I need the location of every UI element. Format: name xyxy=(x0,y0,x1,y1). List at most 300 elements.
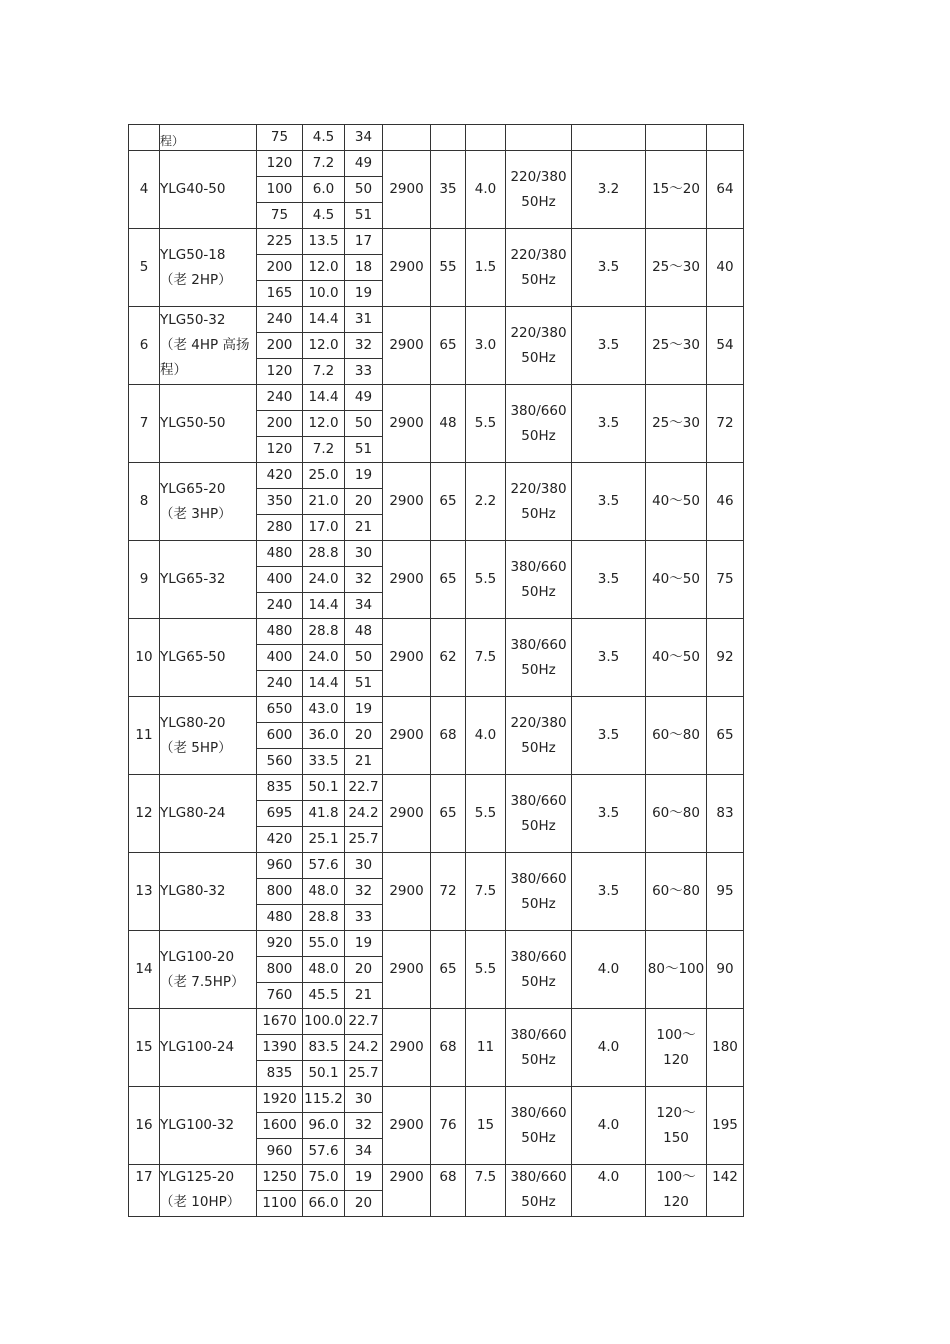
flow-m3h-cell: 480 xyxy=(257,541,303,567)
voltage-line: 50Hz xyxy=(521,817,556,834)
no-cell: 13 xyxy=(129,853,160,931)
flow-lmin-cell: 28.8 xyxy=(303,541,345,567)
no-cell: 17 xyxy=(129,1165,160,1217)
head-cell: 50 xyxy=(345,645,383,671)
efficiency-cell: 65 xyxy=(431,931,466,1009)
flow-lmin-cell: 75.0 xyxy=(303,1165,345,1191)
power-cell: 5.5 xyxy=(466,385,506,463)
flow-m3h-cell: 120 xyxy=(257,359,303,385)
flow-lmin-cell: 17.0 xyxy=(303,515,345,541)
power-cell xyxy=(466,125,506,151)
flow-lmin-cell: 50.1 xyxy=(303,1061,345,1087)
npsh-cell: 4.0 xyxy=(572,1165,646,1217)
head-cell: 31 xyxy=(345,307,383,333)
efficiency-cell: 48 xyxy=(431,385,466,463)
flow-lmin-cell: 21.0 xyxy=(303,489,345,515)
no-cell: 16 xyxy=(129,1087,160,1165)
weight-cell: 64 xyxy=(707,151,744,229)
power-cell: 3.0 xyxy=(466,307,506,385)
table-row xyxy=(129,1087,744,1113)
head-cell: 22.7 xyxy=(345,1009,383,1035)
head-cell: 34 xyxy=(345,125,383,151)
flow-m3h-cell: 695 xyxy=(257,801,303,827)
efficiency-cell: 72 xyxy=(431,853,466,931)
head-cell: 21 xyxy=(345,515,383,541)
npsh-cell: 3.5 xyxy=(572,307,646,385)
table-row xyxy=(129,697,744,723)
voltage-line: 50Hz xyxy=(521,427,556,444)
speed-cell: 2900 xyxy=(383,463,431,541)
weight-cell: 83 xyxy=(707,775,744,853)
efficiency-cell: 62 xyxy=(431,619,466,697)
head-cell: 34 xyxy=(345,593,383,619)
efficiency-cell: 55 xyxy=(431,229,466,307)
model-cell xyxy=(160,125,257,151)
model-line: YLG125-20 xyxy=(160,1169,235,1185)
model-line: YLG65-50 xyxy=(160,649,226,665)
flow-m3h-cell: 120 xyxy=(257,151,303,177)
table-row xyxy=(129,541,744,567)
pipe-cell xyxy=(646,385,707,463)
head-cell: 49 xyxy=(345,151,383,177)
pipe-cell xyxy=(646,931,707,1009)
head-cell: 17 xyxy=(345,229,383,255)
no-cell: 4 xyxy=(129,151,160,229)
flow-m3h-cell: 240 xyxy=(257,385,303,411)
efficiency-cell: 68 xyxy=(431,1165,466,1217)
head-cell: 51 xyxy=(345,203,383,229)
model-line: （老 5HP） xyxy=(160,739,232,756)
flow-m3h-cell: 1250 xyxy=(257,1165,303,1191)
flow-m3h-cell: 280 xyxy=(257,515,303,541)
no-cell: 7 xyxy=(129,385,160,463)
flow-m3h-cell: 100 xyxy=(257,177,303,203)
flow-lmin-cell: 96.0 xyxy=(303,1113,345,1139)
voltage-cell xyxy=(506,385,572,463)
no-cell xyxy=(129,125,160,151)
speed-cell: 2900 xyxy=(383,151,431,229)
flow-m3h-cell: 480 xyxy=(257,619,303,645)
flow-m3h-cell: 420 xyxy=(257,463,303,489)
power-cell: 7.5 xyxy=(466,619,506,697)
flow-m3h-cell: 1600 xyxy=(257,1113,303,1139)
head-cell: 48 xyxy=(345,619,383,645)
head-cell: 19 xyxy=(345,463,383,489)
model-line: YLG50-18 xyxy=(160,246,226,263)
head-cell: 21 xyxy=(345,749,383,775)
pipe-line: 150 xyxy=(663,1129,689,1146)
voltage-line: 380/660 xyxy=(510,948,567,965)
voltage-line: 50Hz xyxy=(521,1129,556,1146)
npsh-cell: 4.0 xyxy=(572,931,646,1009)
pipe-line: 60～80 xyxy=(652,883,700,899)
flow-lmin-cell: 12.0 xyxy=(303,255,345,281)
table-row xyxy=(129,385,744,411)
npsh-cell: 3.5 xyxy=(572,385,646,463)
model-cell xyxy=(160,151,257,229)
pipe-line: 25～30 xyxy=(652,415,700,431)
head-cell: 30 xyxy=(345,853,383,879)
head-cell: 33 xyxy=(345,359,383,385)
head-cell: 19 xyxy=(345,697,383,723)
npsh-cell: 3.5 xyxy=(572,463,646,541)
head-cell: 19 xyxy=(345,931,383,957)
model-cell xyxy=(160,697,257,775)
pipe-line: 120 xyxy=(663,1194,689,1210)
model-line: YLG50-32 xyxy=(160,312,226,328)
voltage-line: 380/660 xyxy=(510,558,567,575)
pipe-line: 25～30 xyxy=(652,337,700,353)
weight-cell: 95 xyxy=(707,853,744,931)
flow-lmin-cell: 24.0 xyxy=(303,567,345,593)
power-cell: 15 xyxy=(466,1087,506,1165)
voltage-cell xyxy=(506,931,572,1009)
head-cell: 20 xyxy=(345,723,383,749)
weight-cell: 72 xyxy=(707,385,744,463)
flow-lmin-cell: 48.0 xyxy=(303,957,345,983)
voltage-cell xyxy=(506,151,572,229)
flow-lmin-cell: 41.8 xyxy=(303,801,345,827)
speed-cell: 2900 xyxy=(383,931,431,1009)
speed-cell: 2900 xyxy=(383,1087,431,1165)
pipe-line: 60～80 xyxy=(652,727,700,743)
flow-m3h-cell: 560 xyxy=(257,749,303,775)
flow-lmin-cell: 115.2 xyxy=(303,1087,345,1113)
model-line: YLG65-32 xyxy=(160,571,226,587)
flow-m3h-cell: 835 xyxy=(257,1061,303,1087)
voltage-line: 50Hz xyxy=(521,1051,556,1068)
no-cell: 14 xyxy=(129,931,160,1009)
voltage-cell xyxy=(506,229,572,307)
head-cell: 20 xyxy=(345,1191,383,1217)
table-row xyxy=(129,931,744,957)
flow-lmin-cell: 7.2 xyxy=(303,437,345,463)
model-cell xyxy=(160,1165,257,1217)
weight-cell: 75 xyxy=(707,541,744,619)
voltage-line: 50Hz xyxy=(521,193,556,210)
pipe-cell xyxy=(646,229,707,307)
power-cell: 5.5 xyxy=(466,775,506,853)
flow-m3h-cell: 240 xyxy=(257,307,303,333)
flow-m3h-cell: 1920 xyxy=(257,1087,303,1113)
efficiency-cell: 35 xyxy=(431,151,466,229)
voltage-cell xyxy=(506,775,572,853)
flow-lmin-cell: 55.0 xyxy=(303,931,345,957)
head-cell: 30 xyxy=(345,1087,383,1113)
flow-m3h-cell: 1390 xyxy=(257,1035,303,1061)
head-cell: 24.2 xyxy=(345,1035,383,1061)
flow-lmin-cell: 28.8 xyxy=(303,619,345,645)
model-line: YLG65-20 xyxy=(160,480,226,497)
voltage-line: 220/380 xyxy=(510,324,567,341)
pipe-cell xyxy=(646,1009,707,1087)
flow-m3h-cell: 240 xyxy=(257,593,303,619)
head-cell: 30 xyxy=(345,541,383,567)
voltage-line: 380/660 xyxy=(510,870,567,887)
head-cell: 32 xyxy=(345,567,383,593)
model-line: YLG50-50 xyxy=(160,415,226,431)
speed-cell: 2900 xyxy=(383,1009,431,1087)
speed-cell: 2900 xyxy=(383,229,431,307)
pipe-line: 40～50 xyxy=(652,493,700,509)
pipe-cell xyxy=(646,619,707,697)
efficiency-cell: 65 xyxy=(431,463,466,541)
flow-lmin-cell: 33.5 xyxy=(303,749,345,775)
flow-lmin-cell: 25.1 xyxy=(303,827,345,853)
weight-cell: 40 xyxy=(707,229,744,307)
flow-lmin-cell: 12.0 xyxy=(303,411,345,437)
flow-lmin-cell: 50.1 xyxy=(303,775,345,801)
voltage-line: 50Hz xyxy=(521,661,556,678)
head-cell: 20 xyxy=(345,957,383,983)
head-cell: 49 xyxy=(345,385,383,411)
speed-cell: 2900 xyxy=(383,307,431,385)
no-cell: 8 xyxy=(129,463,160,541)
speed-cell: 2900 xyxy=(383,697,431,775)
voltage-line: 50Hz xyxy=(521,895,556,912)
speed-cell: 2900 xyxy=(383,1165,431,1217)
npsh-cell: 3.5 xyxy=(572,775,646,853)
voltage-line: 220/380 xyxy=(510,246,567,263)
flow-m3h-cell: 200 xyxy=(257,411,303,437)
flow-lmin-cell: 25.0 xyxy=(303,463,345,489)
voltage-line: 380/660 xyxy=(510,1104,567,1121)
voltage-line: 50Hz xyxy=(521,505,556,522)
efficiency-cell: 65 xyxy=(431,541,466,619)
flow-lmin-cell: 57.6 xyxy=(303,1139,345,1165)
model-line: （老 3HP） xyxy=(160,505,232,522)
npsh-cell: 3.5 xyxy=(572,619,646,697)
voltage-line: 50Hz xyxy=(521,349,556,366)
pipe-cell xyxy=(646,151,707,229)
head-cell: 25.7 xyxy=(345,1061,383,1087)
pipe-line: 40～50 xyxy=(652,571,700,587)
weight-cell: 90 xyxy=(707,931,744,1009)
table-row xyxy=(129,151,744,177)
pipe-line: 100～ xyxy=(656,1026,696,1043)
voltage-line: 380/660 xyxy=(510,792,567,809)
efficiency-cell: 65 xyxy=(431,307,466,385)
flow-m3h-cell: 120 xyxy=(257,437,303,463)
no-cell: 6 xyxy=(129,307,160,385)
speed-cell: 2900 xyxy=(383,775,431,853)
head-cell: 25.7 xyxy=(345,827,383,853)
flow-lmin-cell: 14.4 xyxy=(303,593,345,619)
model-line: （老 4HP 高扬 xyxy=(160,337,250,353)
head-cell: 21 xyxy=(345,983,383,1009)
efficiency-cell: 65 xyxy=(431,775,466,853)
flow-lmin-cell: 14.4 xyxy=(303,671,345,697)
model-cell xyxy=(160,229,257,307)
no-cell: 12 xyxy=(129,775,160,853)
model-line: YLG80-32 xyxy=(160,883,226,899)
flow-m3h-cell: 75 xyxy=(257,203,303,229)
flow-lmin-cell: 6.0 xyxy=(303,177,345,203)
power-cell: 1.5 xyxy=(466,229,506,307)
model-cell xyxy=(160,307,257,385)
flow-m3h-cell: 650 xyxy=(257,697,303,723)
power-cell: 11 xyxy=(466,1009,506,1087)
flow-lmin-cell: 36.0 xyxy=(303,723,345,749)
head-cell: 18 xyxy=(345,255,383,281)
voltage-cell xyxy=(506,619,572,697)
table-body xyxy=(129,125,744,1217)
speed-cell: 2900 xyxy=(383,541,431,619)
flow-m3h-cell: 800 xyxy=(257,957,303,983)
power-cell: 5.5 xyxy=(466,541,506,619)
power-cell: 7.5 xyxy=(466,853,506,931)
pipe-line: 80～100 xyxy=(647,961,705,977)
table-row xyxy=(129,853,744,879)
flow-lmin-cell: 14.4 xyxy=(303,307,345,333)
pipe-cell xyxy=(646,853,707,931)
head-cell: 20 xyxy=(345,489,383,515)
weight-cell: 54 xyxy=(707,307,744,385)
efficiency-cell: 68 xyxy=(431,1009,466,1087)
voltage-line: 50Hz xyxy=(521,973,556,990)
no-cell: 9 xyxy=(129,541,160,619)
npsh-cell xyxy=(572,125,646,151)
model-cell xyxy=(160,541,257,619)
eff-cell xyxy=(431,125,466,151)
model-line: YLG80-24 xyxy=(160,805,226,821)
speed-cell xyxy=(383,125,431,151)
pipe-cell xyxy=(646,697,707,775)
head-cell: 19 xyxy=(345,281,383,307)
flow-m3h-cell: 760 xyxy=(257,983,303,1009)
table-row xyxy=(129,1009,744,1035)
npsh-cell: 4.0 xyxy=(572,1009,646,1087)
voltage-cell xyxy=(506,1009,572,1087)
no-cell: 11 xyxy=(129,697,160,775)
pipe-line: 120 xyxy=(663,1051,689,1068)
weight-cell: 142 xyxy=(707,1165,744,1217)
voltage-cell xyxy=(506,1087,572,1165)
flow-lmin-cell: 7.2 xyxy=(303,151,345,177)
flow-lmin-cell: 10.0 xyxy=(303,281,345,307)
voltage-line: 220/380 xyxy=(510,480,567,497)
flow-lmin-cell: 45.5 xyxy=(303,983,345,1009)
pump-spec-table xyxy=(128,124,744,1217)
model-line: （老 10HP） xyxy=(160,1194,241,1210)
weight-cell xyxy=(707,125,744,151)
flow-m3h-cell: 75 xyxy=(257,125,303,151)
model-line: （老 7.5HP） xyxy=(160,973,245,990)
speed-cell: 2900 xyxy=(383,853,431,931)
npsh-cell: 3.5 xyxy=(572,229,646,307)
flow-m3h-cell: 800 xyxy=(257,879,303,905)
flow-m3h-cell: 240 xyxy=(257,671,303,697)
flow-lmin-cell: 14.4 xyxy=(303,385,345,411)
pipe-cell xyxy=(646,463,707,541)
head-cell: 50 xyxy=(345,177,383,203)
flow-lmin-cell: 100.0 xyxy=(303,1009,345,1035)
model-cell xyxy=(160,775,257,853)
voltage-line: 380/660 xyxy=(510,636,567,653)
voltage-line: 50Hz xyxy=(521,739,556,756)
no-cell: 10 xyxy=(129,619,160,697)
table-row xyxy=(129,307,744,333)
head-cell: 19 xyxy=(345,1165,383,1191)
model-line: YLG100-20 xyxy=(160,948,235,965)
head-cell: 22.7 xyxy=(345,775,383,801)
voltage-cell xyxy=(506,1165,572,1217)
pipe-line: 25～30 xyxy=(652,259,700,275)
table-row xyxy=(129,619,744,645)
weight-cell: 46 xyxy=(707,463,744,541)
table-row xyxy=(129,775,744,801)
head-cell: 32 xyxy=(345,1113,383,1139)
pipe-cell xyxy=(646,1165,707,1217)
power-cell: 4.0 xyxy=(466,697,506,775)
weight-cell: 195 xyxy=(707,1087,744,1165)
flow-lmin-cell: 12.0 xyxy=(303,333,345,359)
flow-lmin-cell: 66.0 xyxy=(303,1191,345,1217)
pipe-line: 60～80 xyxy=(652,805,700,821)
head-cell: 50 xyxy=(345,411,383,437)
flow-lmin-cell: 7.2 xyxy=(303,359,345,385)
model-line: 程） xyxy=(160,362,187,378)
model-line: YLG80-20 xyxy=(160,714,226,731)
model-cell xyxy=(160,931,257,1009)
flow-m3h-cell: 600 xyxy=(257,723,303,749)
pipe-line: 120～ xyxy=(656,1104,696,1121)
voltage-line: 380/660 xyxy=(510,1169,567,1185)
flow-m3h-cell: 920 xyxy=(257,931,303,957)
pipe-cell xyxy=(646,541,707,619)
weight-cell: 92 xyxy=(707,619,744,697)
flow-m3h-cell: 200 xyxy=(257,255,303,281)
voltage-line: 220/380 xyxy=(510,168,567,185)
npsh-cell: 3.5 xyxy=(572,853,646,931)
flow-m3h-cell: 165 xyxy=(257,281,303,307)
flow-lmin-cell: 48.0 xyxy=(303,879,345,905)
efficiency-cell: 76 xyxy=(431,1087,466,1165)
npsh-cell: 3.5 xyxy=(572,697,646,775)
voltage-cell xyxy=(506,307,572,385)
table-row xyxy=(129,229,744,255)
pipe-cell xyxy=(646,1087,707,1165)
voltage-cell xyxy=(506,853,572,931)
flow-m3h-cell: 400 xyxy=(257,567,303,593)
model-cell xyxy=(160,1009,257,1087)
pipe-line: 100～ xyxy=(656,1169,696,1185)
voltage-line: 50Hz xyxy=(521,583,556,600)
voltage-line: 50Hz xyxy=(521,1194,556,1210)
pipe-line: 40～50 xyxy=(652,649,700,665)
flow-m3h-cell: 480 xyxy=(257,905,303,931)
model-cell xyxy=(160,619,257,697)
speed-cell: 2900 xyxy=(383,619,431,697)
table-row xyxy=(129,463,744,489)
table-row xyxy=(129,1165,744,1191)
npsh-cell: 4.0 xyxy=(572,1087,646,1165)
voltage-cell xyxy=(506,541,572,619)
model-line: YLG100-32 xyxy=(160,1117,235,1133)
pipe-cell xyxy=(646,125,707,151)
head-cell: 33 xyxy=(345,905,383,931)
flow-m3h-cell: 960 xyxy=(257,1139,303,1165)
voltage-line: 380/660 xyxy=(510,1026,567,1043)
power-cell: 2.2 xyxy=(466,463,506,541)
power-cell: 5.5 xyxy=(466,931,506,1009)
head-cell: 51 xyxy=(345,437,383,463)
pipe-cell xyxy=(646,775,707,853)
no-cell: 15 xyxy=(129,1009,160,1087)
flow-m3h-cell: 835 xyxy=(257,775,303,801)
flow-lmin-cell: 24.0 xyxy=(303,645,345,671)
flow-m3h-cell: 420 xyxy=(257,827,303,853)
